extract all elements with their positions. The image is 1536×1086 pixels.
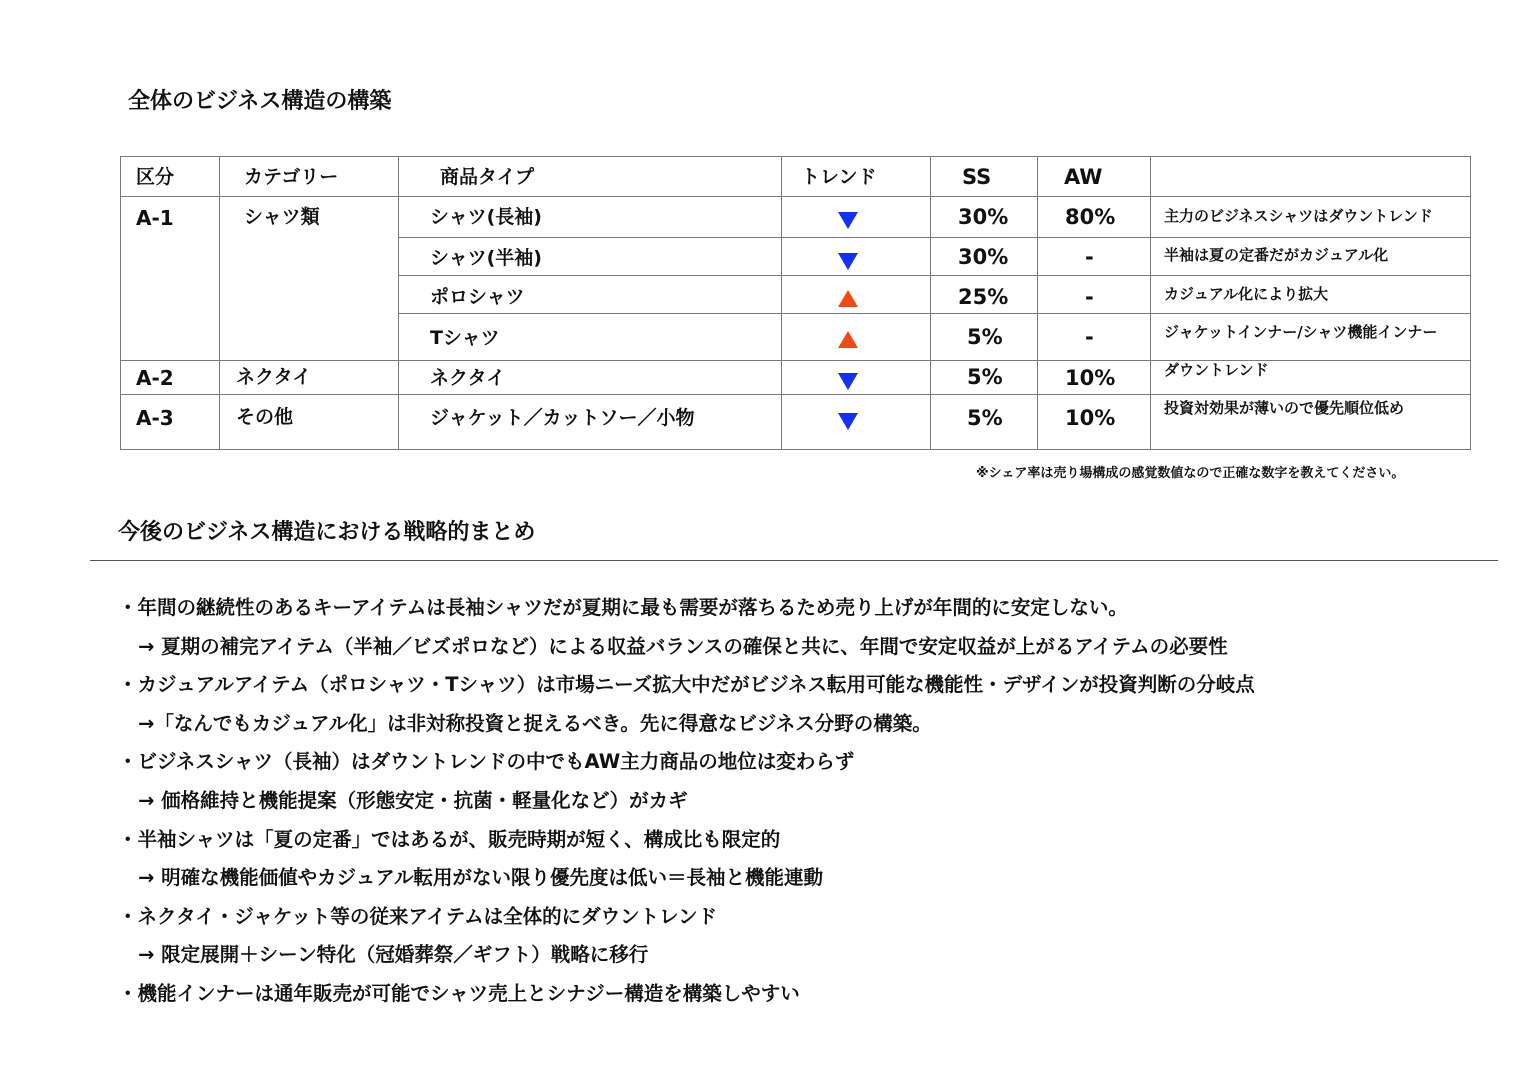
row-note: 投資対効果が薄いので優先順位低め	[1164, 399, 1405, 417]
bullet-item: ・年間の継続性のあるキーアイテムは長袖シャツだが夏期に最も需要が落ちるため売り上げが年間的に安定しない。	[118, 596, 1128, 619]
division-a1: A-1	[136, 206, 174, 230]
product-jacket-cutsew-accessories: ジャケット／カットソー／小物	[430, 407, 695, 429]
bullet-subitem: → 夏期の補完アイテム（半袖／ビズポロなど）による収益バランスの確保と共に、年間で安定収益が上がるアイテムの必要性	[138, 634, 1228, 658]
category-shirts: シャツ類	[244, 206, 320, 228]
row-note: ジャケットインナー/シャツ機能インナー	[1164, 323, 1438, 341]
row-note: 主力のビジネスシャツはダウントレンド	[1164, 207, 1433, 225]
bullet-item: ・カジュアルアイテム（ポロシャツ・Tシャツ）は市場ニーズ拡大中だがビジネス転用可能な機能性・デザインが投資判断の分岐点	[118, 673, 1255, 697]
division-a3: A-3	[136, 406, 174, 430]
section-title-business-structure: 全体のビジネス構造の構築	[128, 89, 392, 114]
aw-share: 10%	[1065, 366, 1116, 390]
product-necktie: ネクタイ	[430, 367, 506, 389]
division-a2: A-2	[136, 366, 174, 390]
trend-up-icon	[838, 290, 858, 307]
section-title-strategy-summary: 今後のビジネス構造における戦略的まとめ	[118, 520, 536, 545]
header-ss: SS	[962, 165, 992, 189]
ss-share: 30%	[958, 245, 1009, 269]
header-aw: AW	[1064, 165, 1103, 189]
table-footnote: ※シェア率は売り場構成の感覚数値なので正確な数字を教えてください。	[976, 466, 1405, 481]
bullet-subitem: →「なんでもカジュアル化」は非対称投資と捉えるべき。先に得意なビジネス分野の構築。	[138, 711, 932, 735]
header-division: 区分	[136, 166, 175, 188]
aw-share: -	[1085, 285, 1094, 309]
trend-down-icon	[838, 413, 858, 430]
strategy-list	[118, 594, 1255, 1019]
bullet-item: ・半袖シャツは「夏の定番」ではあるが、販売時期が短く、構成比も限定的	[118, 827, 781, 851]
product-long-sleeve-shirt: シャツ(長袖)	[430, 206, 542, 228]
category-other: その他	[236, 406, 294, 428]
bullet-subitem: → 限定展開＋シーン特化（冠婚葬祭／ギフト）戦略に移行	[138, 943, 649, 967]
ss-share: 25%	[958, 285, 1009, 309]
header-trend: トレンド	[801, 166, 877, 188]
header-product-type: 商品タイプ	[440, 166, 535, 188]
ss-share: 5%	[967, 365, 1003, 389]
bullet-subitem: → 価格維持と機能提案（形態安定・抗菌・軽量化など）がカギ	[138, 788, 688, 812]
row-note: カジュアル化により拡大	[1164, 285, 1329, 303]
product-short-sleeve-shirt: シャツ(半袖)	[430, 247, 542, 269]
trend-down-icon	[838, 212, 858, 229]
product-t-shirt: Tシャツ	[430, 327, 500, 349]
bullet-subitem: → 明確な機能価値やカジュアル転用がない限り優先度は低い＝長袖と機能連動	[138, 866, 823, 890]
trend-down-icon	[838, 253, 858, 270]
ss-share: 30%	[958, 205, 1009, 229]
aw-share: -	[1085, 325, 1094, 349]
bullet-item: ・ビジネスシャツ（長袖）はダウントレンドの中でもAW主力商品の地位は変わらず	[118, 750, 855, 774]
ss-share: 5%	[967, 406, 1003, 430]
bullet-item: ・機能インナーは通年販売が可能でシャツ売上とシナジー構造を構築しやすい	[118, 981, 800, 1005]
ss-share: 5%	[967, 325, 1003, 349]
aw-share: 10%	[1065, 406, 1116, 430]
trend-up-icon	[838, 331, 858, 348]
bullet-item: ・ネクタイ・ジャケット等の従来アイテムは全体的にダウントレンド	[118, 904, 718, 928]
header-category: カテゴリー	[244, 166, 339, 188]
row-note: ダウントレンド	[1164, 361, 1269, 379]
category-necktie: ネクタイ	[236, 366, 312, 388]
aw-share: -	[1085, 245, 1094, 269]
trend-down-icon	[838, 373, 858, 390]
row-note: 半袖は夏の定番だがカジュアル化	[1164, 246, 1389, 264]
aw-share: 80%	[1065, 205, 1116, 229]
section-divider	[90, 560, 1498, 561]
product-polo-shirt: ポロシャツ	[430, 286, 525, 308]
